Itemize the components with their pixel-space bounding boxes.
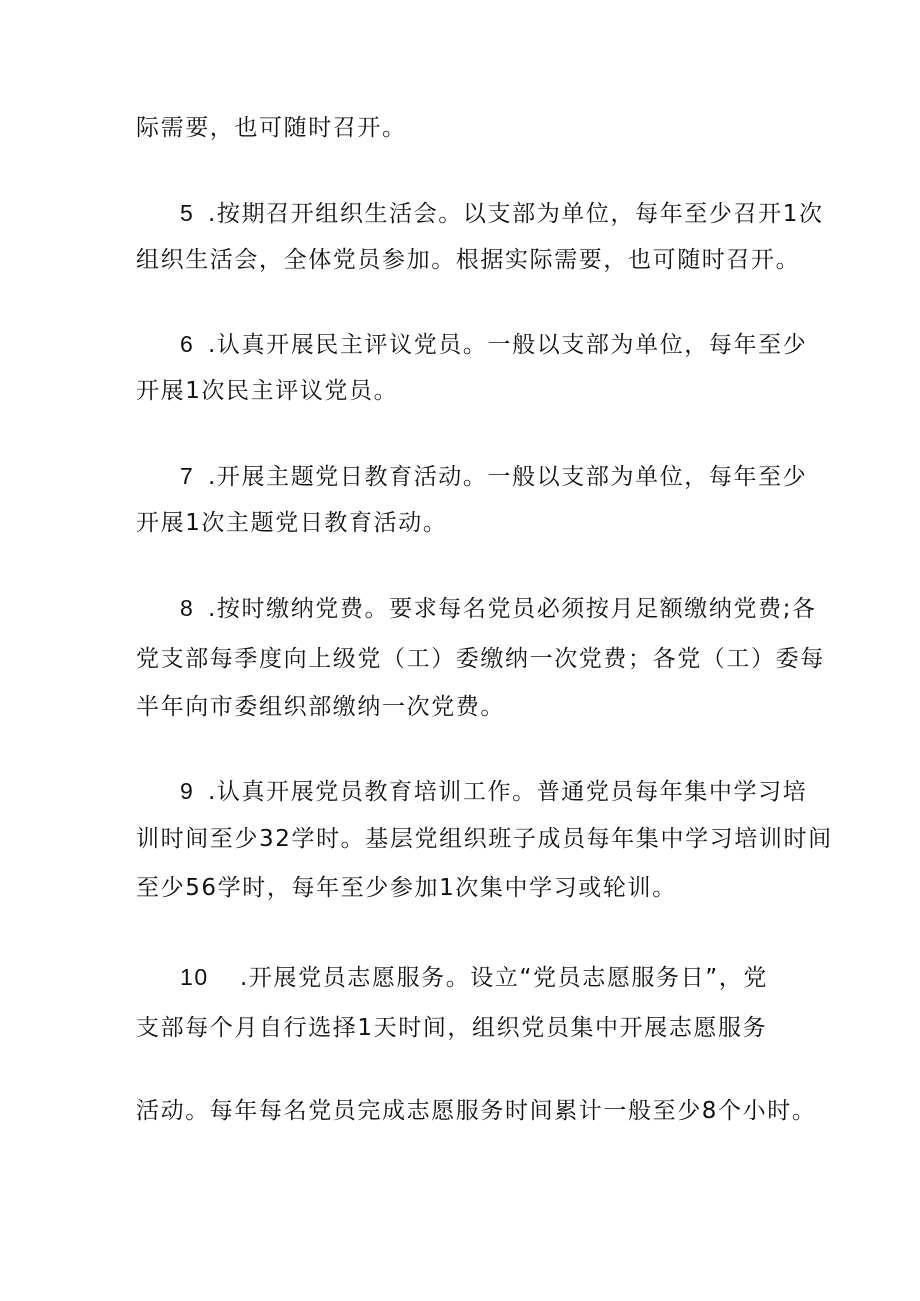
item-9-line-3: 至少56学时，每年至少参加1次集中学习或轮训。 [136,875,677,901]
item-7-first-line [180,461,807,492]
item-text: .按时缴纳党费。要求每名党员必须按月足额缴纳党费;各 [208,596,817,622]
item-6-first-line [180,329,807,360]
item-text: .按期召开组织生活会。以支部为单位，每年至少召开1次 [208,201,824,227]
item-7-line-2: 开展1次主题党日教育活动。 [136,510,448,536]
item-9-line-2: 训时间至少32学时。基层党组织班子成员每年集中学习培训时间 [136,826,833,852]
item-number: 9 [180,778,195,804]
item-10-line-2: 支部每个月自行选择1天时间，组织党员集中开展志愿服务 [136,1015,768,1041]
item-number: 6 [180,331,195,357]
item-5-first-line [180,198,824,229]
item-10-line-3: 活动。每年每名党员完成志愿服务时间累计一般至少8个小时。 [136,1098,817,1124]
item-6-line-2: 开展1次民主评议党员。 [136,378,399,404]
item-number: 10 [180,964,209,990]
item-5-line-2: 组织生活会，全体党员参加。根据实际需要，也可随时召开。 [136,247,801,273]
item-text: .开展主题党日教育活动。一般以支部为单位，每年至少 [208,464,808,490]
item-8-first-line [180,593,817,624]
item-9-first-line [180,776,807,807]
item-number: 5 [180,200,195,226]
item-number: 7 [180,463,195,489]
paragraph-fragment: 际需要，也可随时召开。 [136,115,407,141]
item-text: .认真开展党员教育培训工作。普通党员每年集中学习培 [208,779,808,805]
item-number: 8 [180,595,195,621]
item-10-first-line [180,962,768,993]
item-text: .认真开展民主评议党员。一般以支部为单位，每年至少 [208,332,808,358]
item-text: .开展党员志愿服务。设立“党员志愿服务日”，党 [240,965,768,991]
item-8-line-2: 党支部每季度向上级党（工）委缴纳一次党费；各党（工）委每 [136,646,825,672]
item-8-line-3: 半年向市委组织部缴纳一次党费。 [136,694,505,720]
